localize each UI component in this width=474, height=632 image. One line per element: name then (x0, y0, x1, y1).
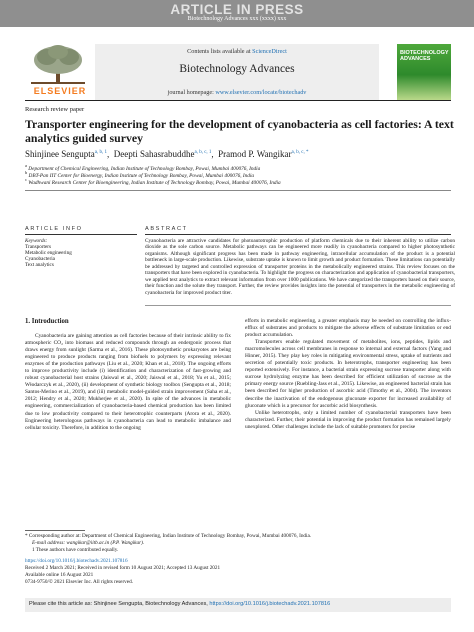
homepage-prefix: journal homepage: (167, 89, 216, 96)
journal-homepage-link[interactable]: www.elsevier.com/locate/biotechadv (215, 89, 307, 96)
body-paragraph: Cyanobacteria are gaining attention as cell factories because of their intrinsic ability to fix atmospheric CO₂ into biomass and reduced compounds through an endergonic process that draws energy from sunlight (Sarma et al., 2016). These photosynthetic prokaryotes are being engineered to produce products ranging from biofuels to polymers by expressing relevant enzymes of the production pathways (Liu et al., 2020; Khan et al., 2018). The ongoing efforts to improve productivity include (i) identification and characterization of fast-growing and robust cyanobacterial host strains (Jaiswal et al., 2020; Jaiswal et al., 2018; Yu et al., 2015; Włodarczyk et al., 2020), (ii) development of synthetic biology toolbox (Sengupta et al., 2018; Santos-Merino et al., 2019), and (iii) metabolic model-guided strain improvement (Saha et al., 2012; Hendry et al., 2020; Mukherjee et al., 2020). In spite of the advances in metabolic engineering, commercialization of cyanobacteria-based chemical production has been limited due to low productivity compared to their heterotrophic counterparts (Arora et al., 2020). Engineering heterologous pathways in cyanobacteria can lead to metabolic imbalance and cellular toxicity. Therefore, in addition to the ongoing (25, 333, 231, 431)
affiliation (25, 177, 455, 187)
footnote: E-mail address: wangikar@iitb.ac.in (P.P. Wangikar). (32, 540, 145, 546)
contents-prefix: Contents lists available at (187, 48, 253, 55)
body-paragraph: Transporters enable regulated movement of metabolites, ions, peptides, lipids and macromolecules across cell membranes in response to internal and external factors (Yang and Hinner, 2015). They play key roles in mitigating environmental stress, uptake of nutrients and secretion of potentially toxic products. In heterotrophs, transporter engineering has been reported extensively. For instance, a bacterial strain expressing sucrose transporter along with sucrose hydrolyzing enzyme has been described for efficient utilization of sucrose as the primary energy source (Ruebling-Jass et al., 2015). Likewise, an engineered bacterial strain has been described for higher production of ascorbic acid (Timothy et al., 2004). The inventors describe the inactivation of the endogenous gluconate exporter for increased availability of gluconate which is a precursor for ascorbic acid biosynthesis. (245, 339, 451, 409)
affiliation-text: Department of Chemical Engineering, Indian Institute of Technology Bombay, Powai, Mumbai 400076, India (28, 165, 261, 172)
sciencedirect-link[interactable]: ScienceDirect (252, 48, 287, 55)
journal-title: Biotechnology Advances (179, 63, 295, 75)
keyword: Text analytics (25, 262, 54, 268)
banner-title: ARTICLE IN PRESS (170, 2, 304, 17)
journal-info-box (95, 44, 379, 100)
author-name[interactable]: Shinjinee Sengupta (25, 149, 95, 159)
section-heading: 1. Introduction (25, 318, 69, 325)
divider (145, 305, 451, 306)
abstract-text: Cyanobacteria are attractive candidates for photoautotrophic production of platform chemicals due to their inherent ability to utilize carbon dioxide as the sole carbon source. Metabolic pathways can be engineered more readily in cyanobacteria compared to higher photosynthetic organisms. Although significant progress has been made in pathway engineering, intracellular accumulation of the product is a potential bottleneck in large-scale production. Likewise, substrate uptake is known to limit growth and product formation. These limitations can potentially be addressed by targeted and controlled expression of transporter proteins in the metabolically engineered strains. This review focuses on the transporters that have been explored in cyanobacteria. To highlight the progress on characterization and application of cyanobacterial transporters, we applied text analytics to extract relevant information from over 1000 publications. We have categorized the transporters based on their source, their function and the solute they transport. Further, the review provides insights into the potential of transporters in the metabolic engineering of cyanobacteria for improved product titer. (145, 238, 455, 296)
author-affiliation-marks[interactable]: a, b, 1 (94, 150, 107, 155)
footnote: * Corresponding author at: Department of Chemical Engineering, Indian Institute of Technology Bombay, Powai, Mumbai 400076, India. (25, 533, 312, 539)
body-paragraph: efforts in metabolic engineering, a greater emphasis may be needed on controlling the influx-efflux of substrates and products to mitigate the adverse effects of substrate limitation or end product accumulation. (245, 318, 451, 339)
author-name[interactable]: Pramod P. Wangikar (218, 149, 292, 159)
available-online: Available online 16 August 2021 (25, 572, 94, 578)
divider (25, 190, 451, 191)
affiliation-text: DBT-Pan IIT Center for Bioenergy, Indian Institute of Technology Bombay, Powai, Mumbai 400076, India (28, 172, 255, 179)
affiliation-text: Wadhwani Research Center for Bioengineering, Indian Institute of Technology Bombay, Powai, Mumbai 400076, India (28, 179, 281, 186)
affiliation-mark: b (25, 170, 28, 175)
divider (145, 234, 451, 235)
keyword: Cyanobacteria (25, 256, 55, 262)
keywords-label: Keywords: (25, 238, 48, 244)
keyword: Metabolic engineering (25, 250, 72, 256)
divider (25, 234, 137, 235)
article-in-press-banner (0, 0, 474, 27)
journal-cover-thumbnail (397, 44, 451, 100)
author-affiliation-marks[interactable]: a, b, c, 1 (194, 150, 212, 155)
doi-link[interactable]: https://doi.org/10.1016/j.biotechadv.2021.107816 (25, 558, 128, 564)
abstract-heading: ABSTRACT (145, 226, 188, 232)
article-title: Transporter engineering for the development of cyanobacteria as cell factories: A text analytics guided survey (25, 117, 454, 145)
citation-doi-link[interactable]: https://doi.org/10.1016/j.biotechadv.2021.107816 (209, 601, 331, 607)
article-info-heading: ARTICLE INFO (25, 226, 83, 232)
journal-reference: Biotechnology Advances xxx (xxxx) xxx (187, 16, 287, 22)
keyword: Transporters (25, 244, 52, 250)
footnote-rule (25, 530, 85, 531)
publication-history: Received 2 March 2021; Received in revised form 10 August 2021; Accepted 13 August 2021 (25, 565, 221, 571)
article-type: Research review paper (25, 106, 85, 113)
cover-title: BIOTECHNOLOGY ADVANCES (400, 50, 449, 62)
body-column-right (245, 318, 451, 431)
affiliation-mark: c (25, 177, 27, 182)
author-list: Shinjinee Sengupta$^{a, b, 1}$, Deepti Sahasrabuddhe$^{a, b, c, 1}$, Pramod P. Wangikar$^{a, b, c, *}$ (25, 149, 309, 159)
homepage-line (95, 89, 379, 96)
citation-bar (25, 598, 451, 612)
footnote: 1 These authors have contributed equally. (32, 547, 119, 553)
publisher-name: ELSEVIER (33, 86, 87, 96)
citation-text: Please cite this article as: Shinjinee Sengupta, Biotechnology Advances, https://doi.org/10.1016/j.biotechadv.2021.107816 (29, 601, 331, 607)
copyright-notice: 0734-9750/© 2021 Elsevier Inc. All rights reserved. (25, 579, 133, 585)
body-column-left (25, 333, 231, 432)
author-name[interactable]: Deepti Sahasrabuddhe (113, 149, 195, 159)
author-affiliation-marks[interactable]: a, b, c, * (291, 150, 309, 155)
affiliation-mark: a (25, 163, 27, 168)
body-paragraph: Unlike heterotrophs, only a limited number of cyanobacterial transporters have been characterized. Further, their potential in improving the product formation has remained largely unexplored. Other challenges include the lack of suitable promoters for precise (245, 409, 451, 430)
contents-line (95, 48, 379, 55)
journal-masthead (25, 44, 451, 101)
